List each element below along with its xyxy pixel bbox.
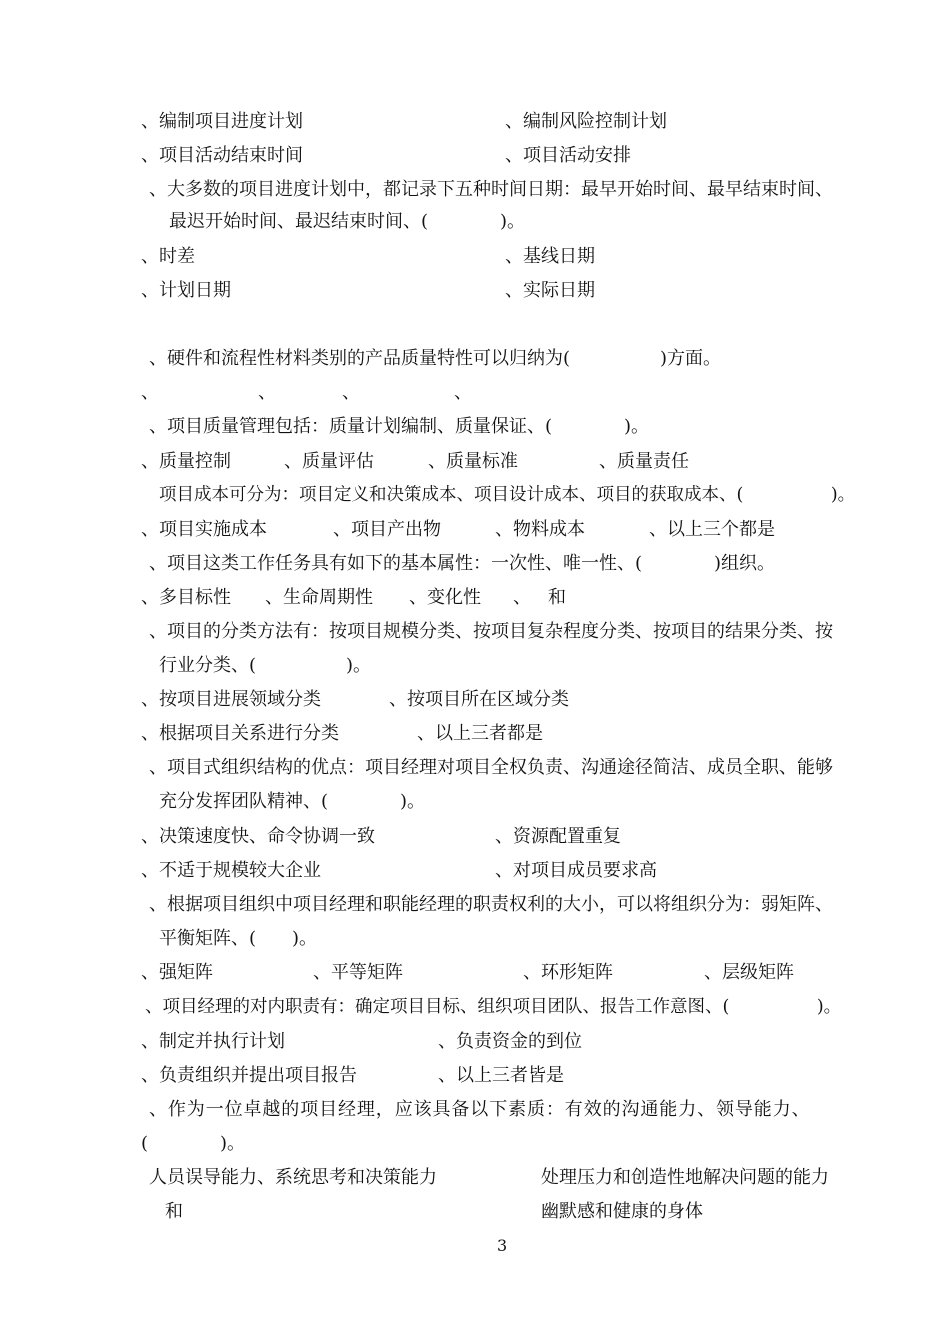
question-text: 、项目这类工作任务具有如下的基本属性：一次性、唯一性、( )组织。 <box>149 553 776 574</box>
question-text: 最迟开始时间、最迟结束时间、( )。 <box>169 211 526 232</box>
option-text: 处理压力和创造性地解决问题的能力 <box>541 1167 829 1188</box>
option-text: 、质量标准 <box>428 451 518 472</box>
question-text: ( )。 <box>141 1133 246 1154</box>
option-text: 、 <box>258 382 276 403</box>
question-text: 、项目质量管理包括：质量计划编制、质量保证、( )。 <box>149 416 650 437</box>
option-text: 、 <box>513 587 531 608</box>
option-text: 、项目实施成本 <box>141 519 267 540</box>
option-text: 和 <box>548 587 566 608</box>
option-text: 、基线日期 <box>505 246 595 267</box>
option-text: 、 <box>342 382 360 403</box>
option-text: 、多目标性 <box>141 587 231 608</box>
option-text: 、生命周期性 <box>265 587 373 608</box>
question-text: 、项目经理的对内职责有：确定项目目标、组织项目团队、报告工作意图、( )。 <box>145 997 842 1017</box>
question-text: 行业分类、( )。 <box>159 655 372 676</box>
question-text: 、作为一位卓越的项目经理，应该具备以下素质：有效的沟通能力、领导能力、 <box>149 1099 811 1120</box>
question-text: 、项目的分类方法有：按项目规模分类、按项目复杂程度分类、按项目的结果分类、按 <box>149 621 833 642</box>
option-text: 、按项目进展领域分类 <box>141 689 321 710</box>
option-text: 、 <box>141 382 159 403</box>
option-text: 、质量评估 <box>284 451 374 472</box>
option-text: 、项目活动安排 <box>505 145 631 166</box>
option-text: 、变化性 <box>409 587 481 608</box>
option-text: 、负责组织并提出项目报告 <box>141 1065 357 1086</box>
option-text: 、不适于规模较大企业 <box>141 860 321 881</box>
option-text: 、制定并执行计划 <box>141 1031 285 1052</box>
option-text: 人员误导能力、系统思考和决策能力 <box>149 1167 437 1188</box>
option-text: 、编制风险控制计划 <box>505 111 667 132</box>
option-text: 、负责资金的到位 <box>438 1031 582 1052</box>
option-text: 、以上三个都是 <box>649 519 775 540</box>
option-text: 、质量控制 <box>141 451 231 472</box>
option-text: 、 <box>454 382 472 403</box>
option-text: 、质量责任 <box>599 451 689 472</box>
option-text: 、环形矩阵 <box>523 962 613 983</box>
question-text: 充分发挥团队精神、( )。 <box>159 791 426 812</box>
question-text: 平衡矩阵、( )。 <box>159 928 318 949</box>
question-text: 、根据项目组织中项目经理和职能经理的职责权利的大小，可以将组织分为：弱矩阵、 <box>149 894 833 915</box>
option-text: 、项目产出物 <box>333 519 441 540</box>
option-text: 、以上三者都是 <box>417 723 543 744</box>
option-text: 、决策速度快、命令协调一致 <box>141 826 375 847</box>
option-text: 幽默感和健康的身体 <box>541 1201 703 1222</box>
option-text: 、编制项目进度计划 <box>141 111 303 132</box>
option-text: 和 <box>165 1201 183 1222</box>
option-text: 、计划日期 <box>141 280 231 301</box>
option-text: 、层级矩阵 <box>704 962 794 983</box>
option-text: 、以上三者皆是 <box>438 1065 564 1086</box>
option-text: 、按项目所在区域分类 <box>389 689 569 710</box>
option-text: 、物料成本 <box>495 519 585 540</box>
page-number: 3 <box>497 1236 508 1255</box>
option-text: 、对项目成员要求高 <box>495 860 657 881</box>
option-text: 、资源配置重复 <box>495 826 621 847</box>
question-text: 项目成本可分为：项目定义和决策成本、项目设计成本、项目的获取成本、( )。 <box>159 485 856 505</box>
question-text: 、大多数的项目进度计划中，都记录下五种时间日期：最早开始时间、最早结束时间、 <box>149 179 833 200</box>
option-text: 、项目活动结束时间 <box>141 145 303 166</box>
option-text: 、平等矩阵 <box>313 962 403 983</box>
option-text: 、实际日期 <box>505 280 595 301</box>
question-text: 、项目式组织结构的优点：项目经理对项目全权负责、沟通途径简洁、成员全职、能够 <box>149 757 833 778</box>
option-text: 、时差 <box>141 246 195 267</box>
option-text: 、强矩阵 <box>141 962 213 983</box>
option-text: 、根据项目关系进行分类 <box>141 723 339 744</box>
question-text: 、硬件和流程性材料类别的产品质量特性可以归纳为( )方面。 <box>149 348 722 369</box>
